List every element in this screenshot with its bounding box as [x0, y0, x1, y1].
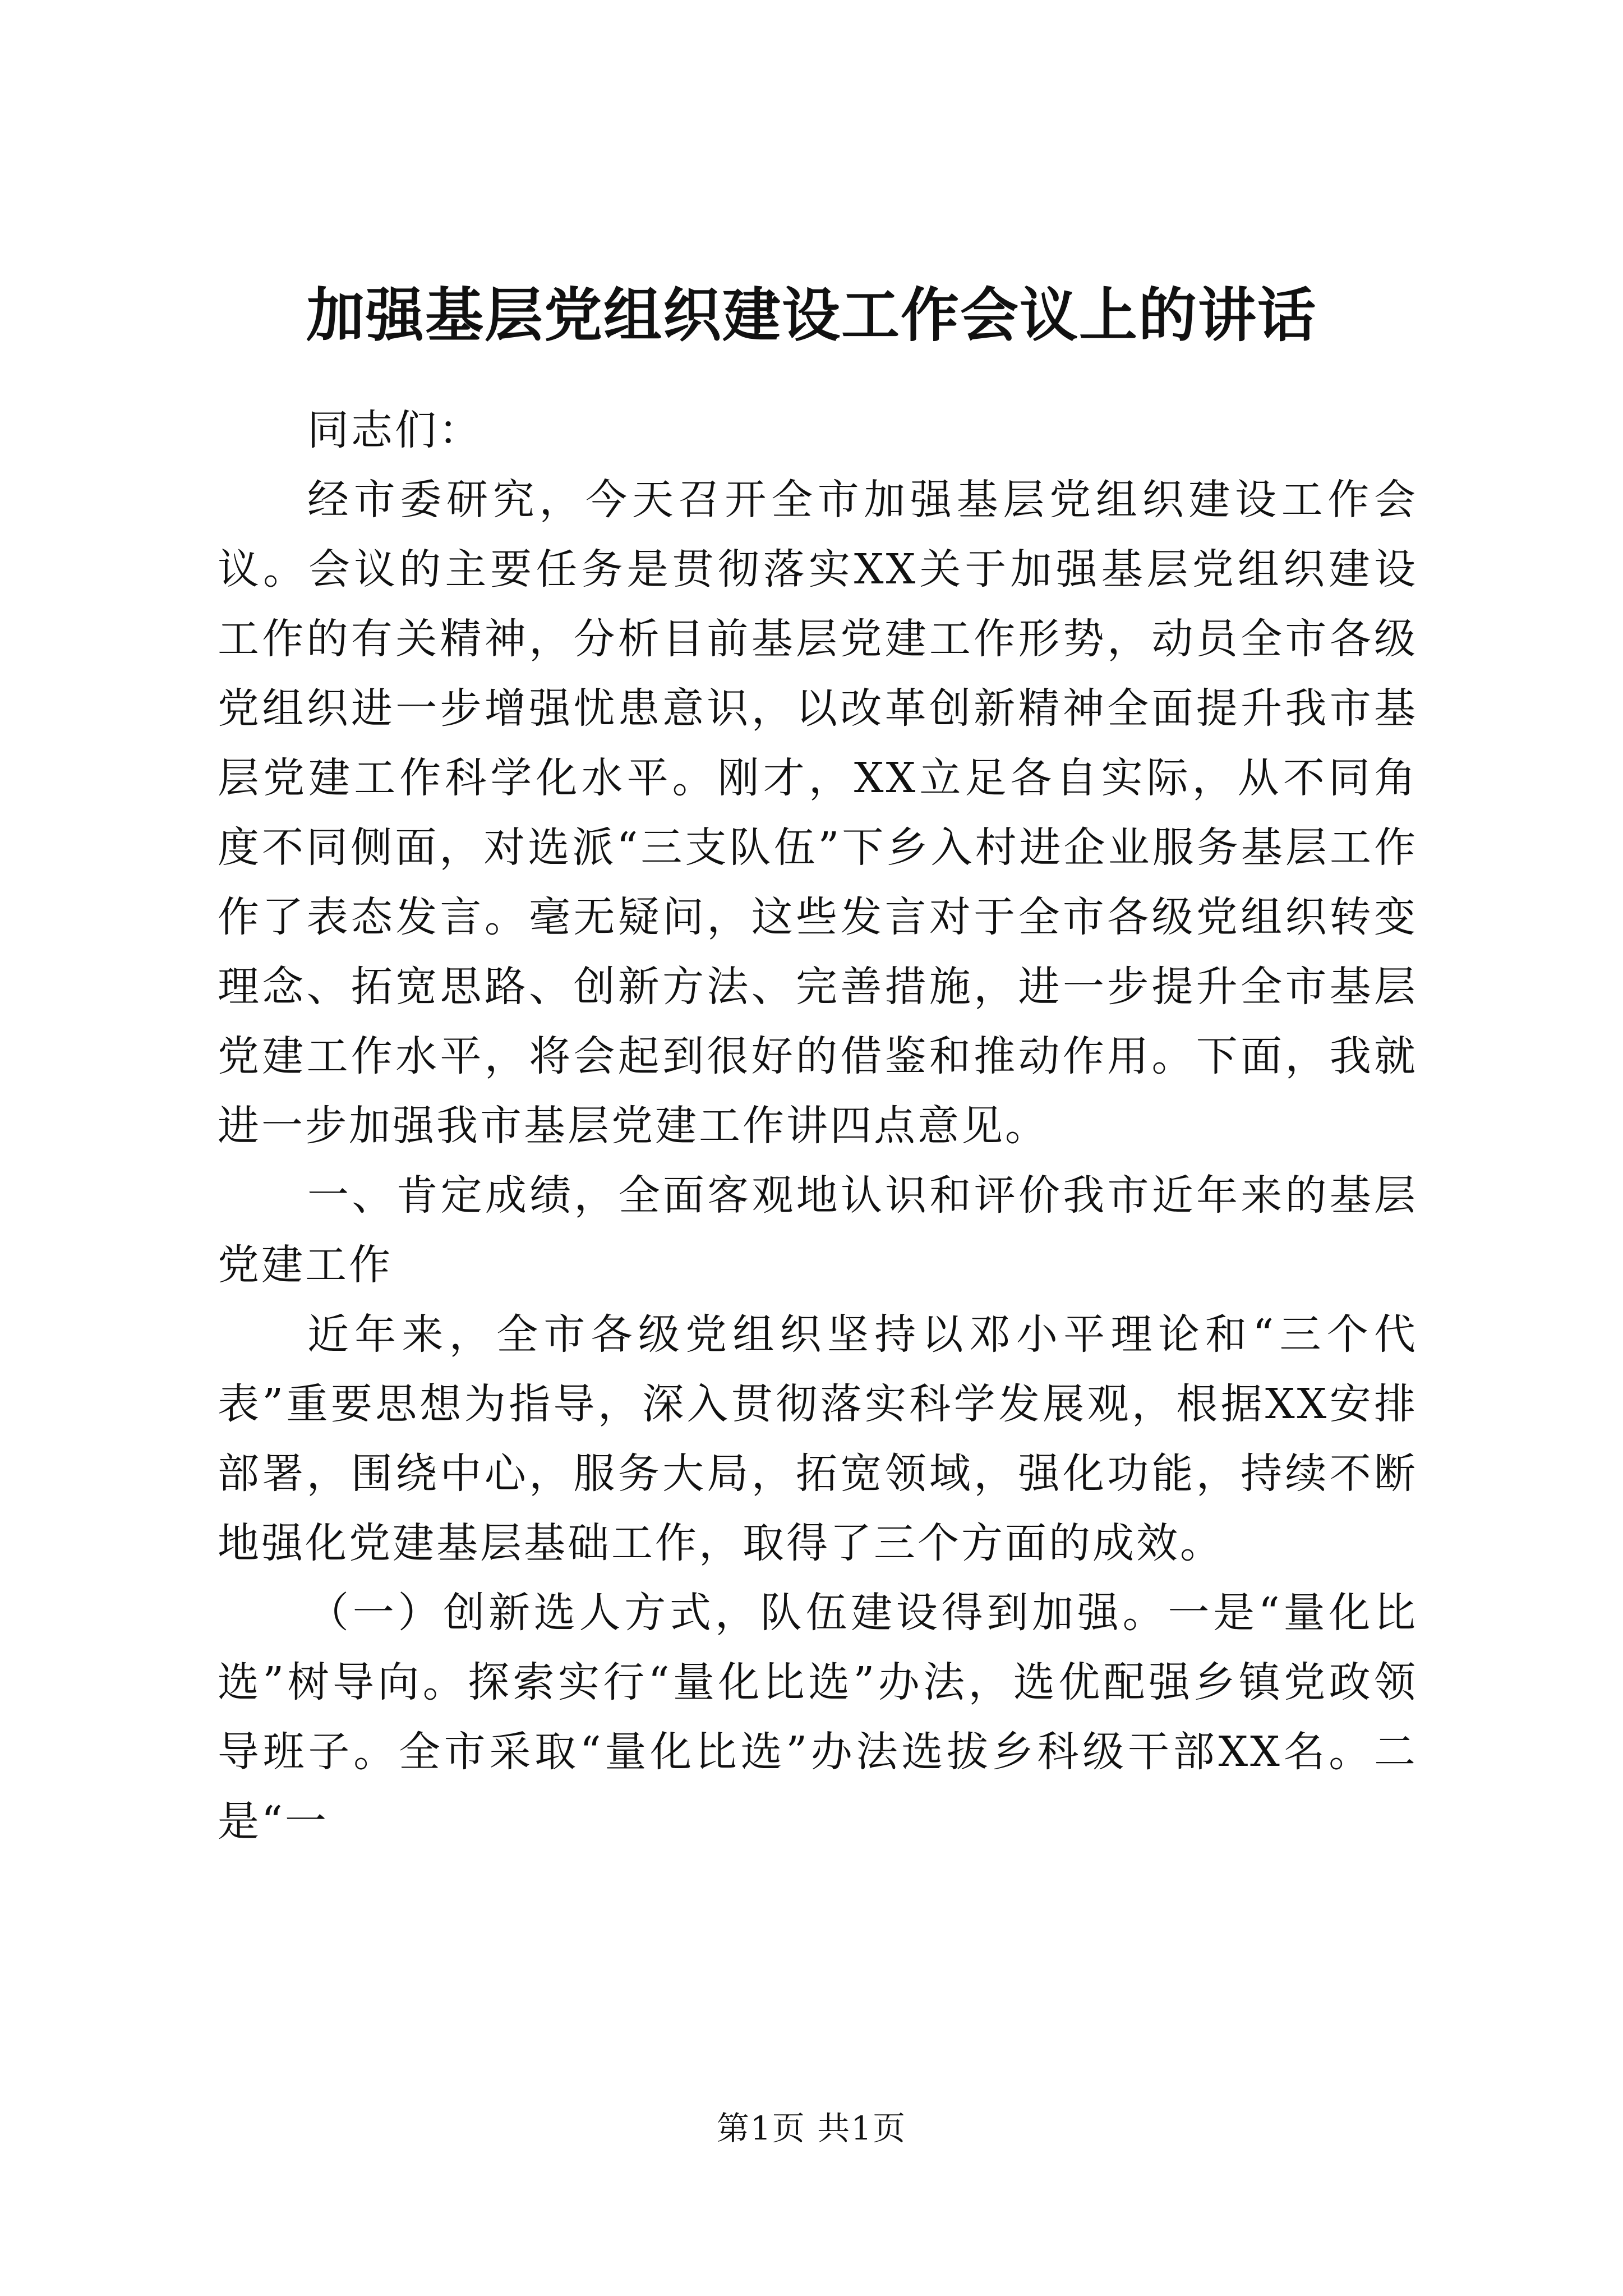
body-paragraph: （一）创新选人方式，队伍建设得到加强。一是“量化比选”树导向。探索实行“量化比选”办法，选优配强乡镇党政领导班子。全市采取“量化比选”办法选拔乡科级干部XX名。二是“一	[218, 1589, 1418, 1846]
document-title: 加强基层党组织建设工作会议上的讲话	[306, 280, 1317, 349]
document-body	[218, 395, 1418, 1856]
section-heading-paragraph: 一、肯定成绩，全面客观地认识和评价我市近年来的基层党建工作	[218, 1171, 1418, 1289]
salutation-paragraph: 同志们：	[307, 406, 482, 454]
body-paragraph: 近年来，全市各级党组织坚持以邓小平理论和“三个代表”重要思想为指导，深入贯彻落实科学发展观，根据XX安排部署，围绕中心，服务大局，拓宽领域，强化功能，持续不断地强化党建基层基础工作，取得了三个方面的成效。	[218, 1310, 1418, 1567]
body-paragraph: 经市委研究，今天召开全市加强基层党组织建设工作会议。会议的主要任务是贯彻落实XX关于加强基层党组织建设工作的有关精神，分析目前基层党建工作形势，动员全市各级党组织进一步增强忧患意识，以改革创新精神全面提升我市基层党建工作科学化水平。刚才，XX立足各自实际，从不同角度不同侧面，对选派“三支队伍”下乡入村进企业服务基层工作作了表态发言。毫无疑问，这些发言对于全市各级党组织转变理念、拓宽思路、创新方法、完善措施，进一步提升全市基层党建工作水平，将会起到很好的借鉴和推动作用。下面，我就进一步加强我市基层党建工作讲四点意见。	[218, 476, 1418, 1150]
page-footer: 第1页 共1页	[716, 2109, 907, 2147]
